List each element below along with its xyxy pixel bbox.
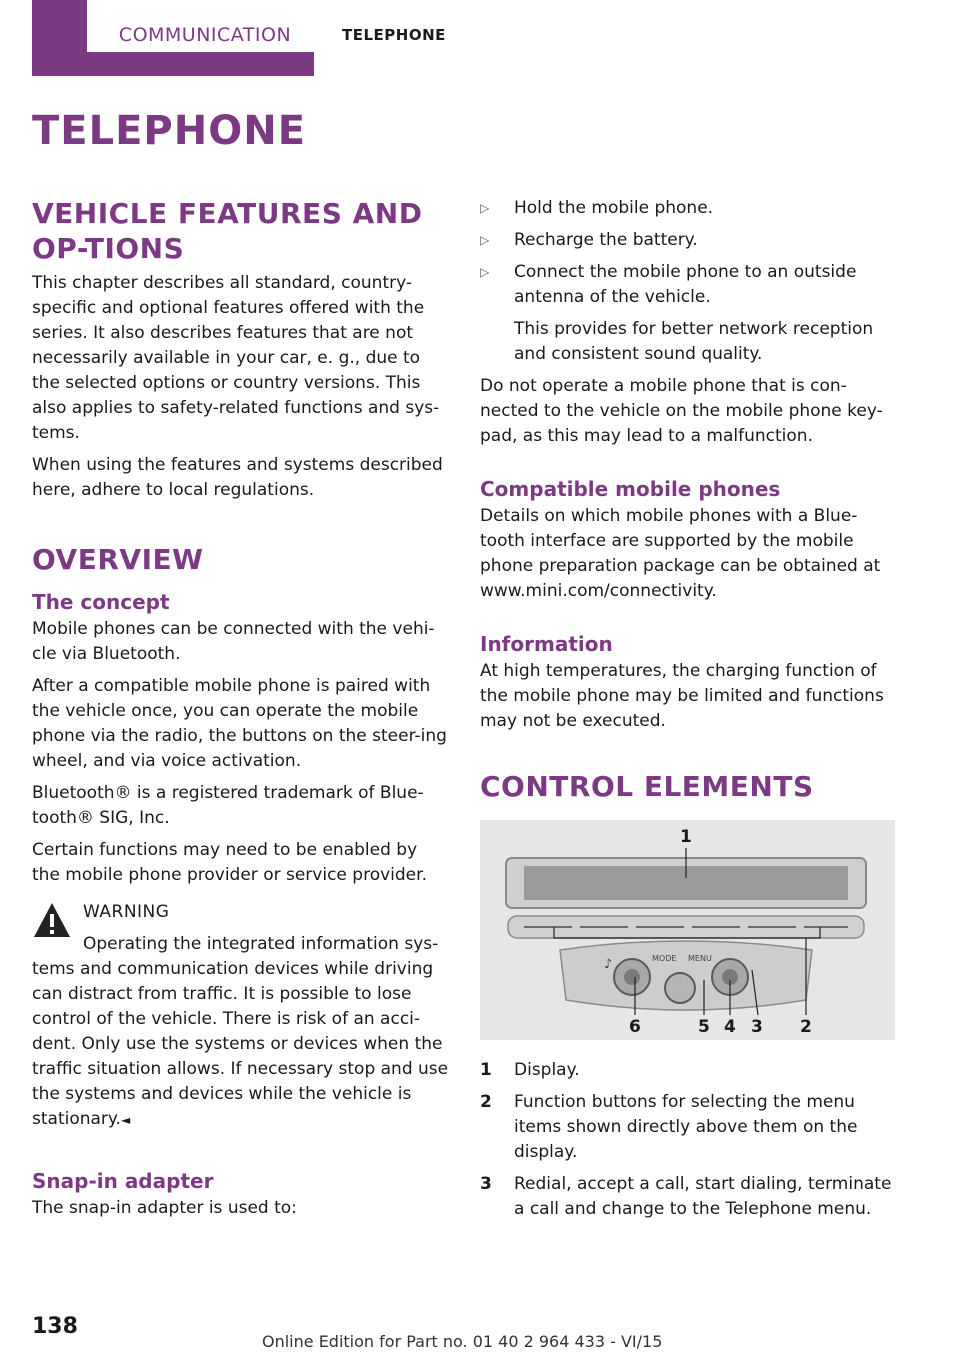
compatible-phones-text: Details on which mobile phones with a Blue-tooth interface are supported by the mobile phone preparation package can be obtained at www.mini.com/connectivity.	[480, 506, 881, 601]
vehicle-features-paragraph-2: When using the features and systems described here, adhere to local regulations.	[32, 455, 443, 500]
callout-label: 5	[698, 1017, 710, 1037]
operate-note: Do not operate a mobile phone that is con-nected to the vehicle on the mobile phone key-pad, as this may lead to a malfunction.	[480, 376, 883, 446]
information-heading: Information	[480, 632, 613, 656]
page-title: TELEPHONE	[32, 108, 307, 154]
concept-paragraph-3: Bluetooth® is a registered trademark of Blue-tooth® SIG, Inc.	[32, 783, 424, 828]
page-number: 138	[32, 1314, 78, 1339]
control-elements-legend	[480, 1058, 898, 1222]
compatible-phones-heading: Compatible mobile phones	[480, 477, 781, 501]
control-elements-figure	[480, 820, 895, 1040]
information-text: At high temperatures, the charging function of the mobile phone may be limited and functions may not be executed.	[480, 661, 884, 731]
callout-label: 6	[629, 1017, 641, 1037]
radio-panel-illustration	[480, 820, 895, 1040]
callout-label: 2	[800, 1017, 812, 1037]
warning-title: WARNING	[83, 902, 170, 922]
legend-number: 1	[480, 1060, 492, 1080]
legend-number: 2	[480, 1092, 492, 1112]
music-note-icon: ♪	[604, 957, 613, 972]
callout-label: 4	[724, 1017, 736, 1037]
right-column	[480, 196, 898, 1229]
legend-item	[480, 1090, 898, 1165]
concept-paragraph-1: Mobile phones can be connected with the vehi-cle via Bluetooth.	[32, 619, 435, 664]
bullet-note: This provides for better network reception and consistent sound quality.	[514, 319, 874, 364]
concept-heading: The concept	[32, 590, 170, 614]
triangle-bullet-icon: ▷	[480, 201, 490, 215]
callout-label: 1	[680, 827, 692, 847]
vehicle-features-heading: VEHICLE FEATURES AND OP-TIONS	[32, 197, 423, 265]
warning-block	[32, 900, 450, 1133]
concept-paragraph-2: After a compatible mobile phone is paired with the vehicle once, you can operate the mobile phone via the radio, the buttons on the steer-ing wheel, and via voice activation.	[32, 676, 447, 771]
end-mark-icon: ◄	[120, 1113, 131, 1127]
section-title: TELEPHONE	[342, 26, 446, 44]
legend-text: Redial, accept a call, start dialing, terminate a call and change to the Telephone menu.	[514, 1174, 892, 1219]
snap-in-heading: Snap-in adapter	[32, 1169, 214, 1193]
legend-text: Display.	[514, 1060, 580, 1080]
left-column	[32, 196, 450, 1228]
list-item	[480, 196, 898, 221]
edition-footer: Online Edition for Part no. 01 40 2 964 433 - VI/15	[262, 1332, 663, 1351]
chapter-tab[interactable]	[32, 0, 314, 76]
list-item	[480, 228, 898, 253]
callout-label: 3	[751, 1017, 763, 1037]
warning-text	[32, 932, 450, 1133]
overview-heading: OVERVIEW	[32, 543, 204, 576]
concept-paragraph-4: Certain functions may need to be enabled by the mobile phone provider or service provider.	[32, 840, 427, 885]
list-item-text: Recharge the battery.	[514, 230, 698, 250]
list-item-text: Connect the mobile phone to an outside antenna of the vehicle.	[514, 262, 857, 307]
snap-in-text: The snap-in adapter is used to:	[32, 1198, 297, 1218]
control-elements-heading: CONTROL ELEMENTS	[480, 770, 814, 803]
snap-in-uses-list	[480, 196, 898, 367]
vehicle-features-paragraph-1: This chapter describes all standard, country-specific and optional features offered with the series. It also describes features that are not necessarily available in your car, e. g., due to the selected options or country versions. This also applies to safety-related functions and sys-tems.	[32, 273, 440, 443]
legend-number: 3	[480, 1174, 492, 1194]
mode-label: MODE	[652, 954, 677, 963]
warning-body: Operating the integrated information sys-tems and communication devices while driving can distract from traffic. It is possible to lose control of the vehicle. There is risk of an acci-dent. Only use the systems or devices when the traffic situation allows. If necessary stop and use the systems and devices while the vehicle is stationary.	[32, 934, 449, 1129]
center-button	[665, 973, 695, 1003]
triangle-bullet-icon: ▷	[480, 233, 490, 247]
list-item	[480, 260, 898, 367]
legend-item	[480, 1172, 898, 1222]
triangle-bullet-icon: ▷	[480, 265, 490, 279]
list-item-text: Hold the mobile phone.	[514, 198, 714, 218]
warning-icon	[32, 900, 72, 940]
legend-text: Function buttons for selecting the menu items shown directly above them on the display.	[514, 1092, 858, 1162]
menu-label: MENU	[688, 954, 712, 963]
legend-item	[480, 1058, 898, 1083]
chapter-tab-label: COMMUNICATION	[87, 0, 323, 52]
